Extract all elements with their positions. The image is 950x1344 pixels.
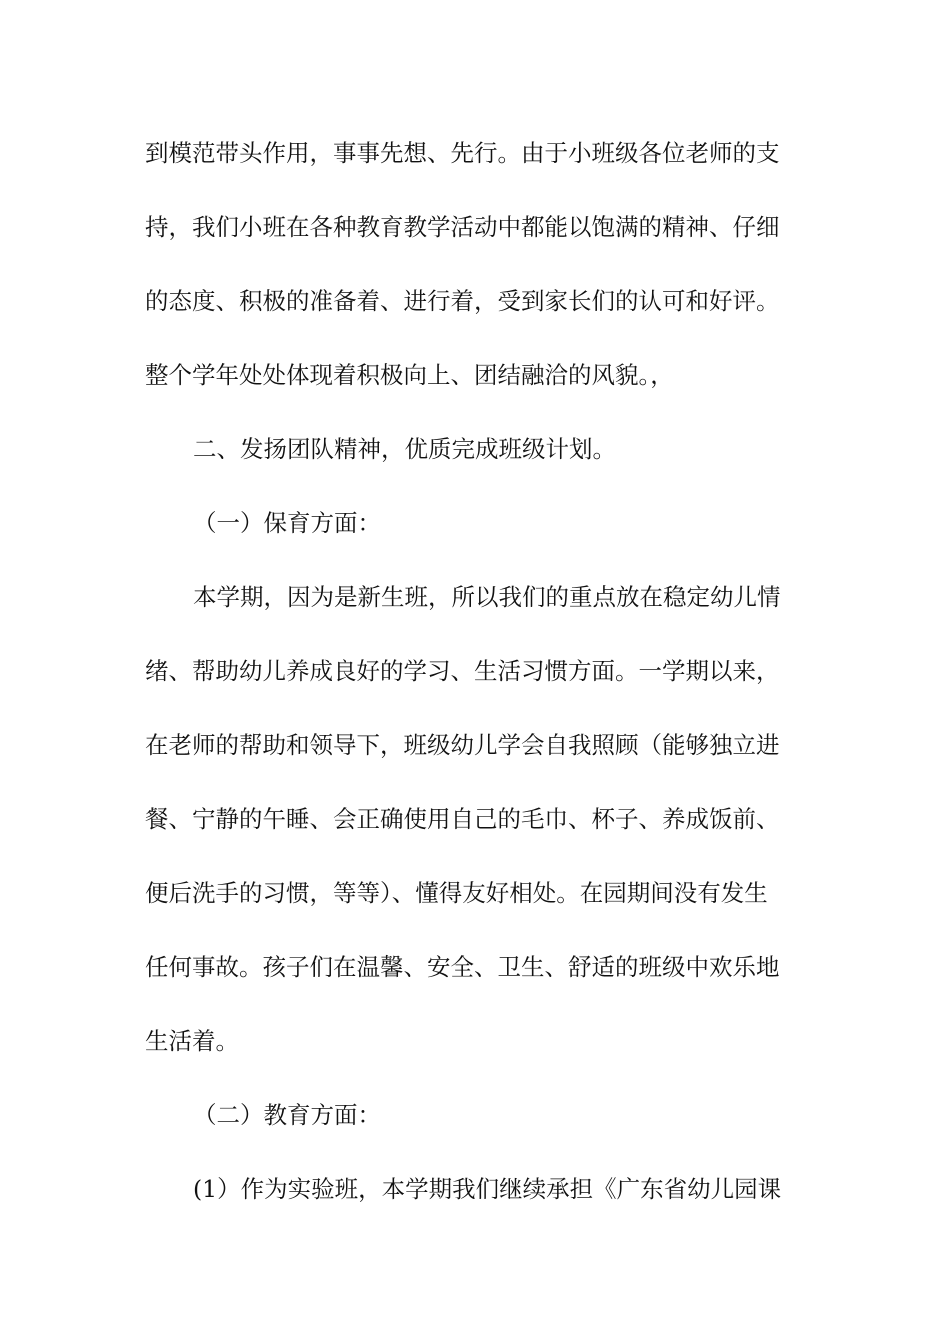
body-text-line: 整个学年处处体现着积极向上、团结融洽的风貌。，: [145, 361, 674, 389]
body-text-line: 餐、宁静的午睡、会正确使用自己的毛巾、杯子、养成饭前、: [145, 805, 780, 833]
body-text-line: 绪、帮助幼儿养成良好的学习、生活习惯方面。一学期以来，: [145, 657, 780, 685]
body-text-line: 持，我们小班在各种教育教学活动中都能以饱满的精神、仔细: [145, 213, 780, 241]
subsection-heading: （一）保育方面：: [193, 509, 381, 537]
body-text-line: 生活着。: [145, 1027, 239, 1055]
body-text-line: 到模范带头作用，事事先想、先行。由于小班级各位老师的支: [145, 139, 780, 167]
body-text-line: 任何事故。孩子们在温馨、安全、卫生、舒适的班级中欢乐地: [145, 953, 780, 981]
body-text-line: (1）作为实验班，本学期我们继续承担《广东省幼儿园课: [193, 1175, 782, 1203]
body-text-line: 的态度、积极的准备着、进行着，受到家长们的认可和好评。: [145, 287, 780, 315]
body-text-line: 便后洗手的习惯，等等）、懂得友好相处。在园期间没有发生: [145, 879, 768, 907]
section-heading: 二、发扬团队精神，优质完成班级计划。: [193, 435, 616, 463]
body-text-line: 在老师的帮助和领导下，班级幼儿学会自我照顾（能够独立进: [145, 731, 780, 759]
subsection-heading: （二）教育方面：: [193, 1101, 381, 1129]
body-text-line: 本学期，因为是新生班，所以我们的重点放在稳定幼儿情: [193, 583, 781, 611]
